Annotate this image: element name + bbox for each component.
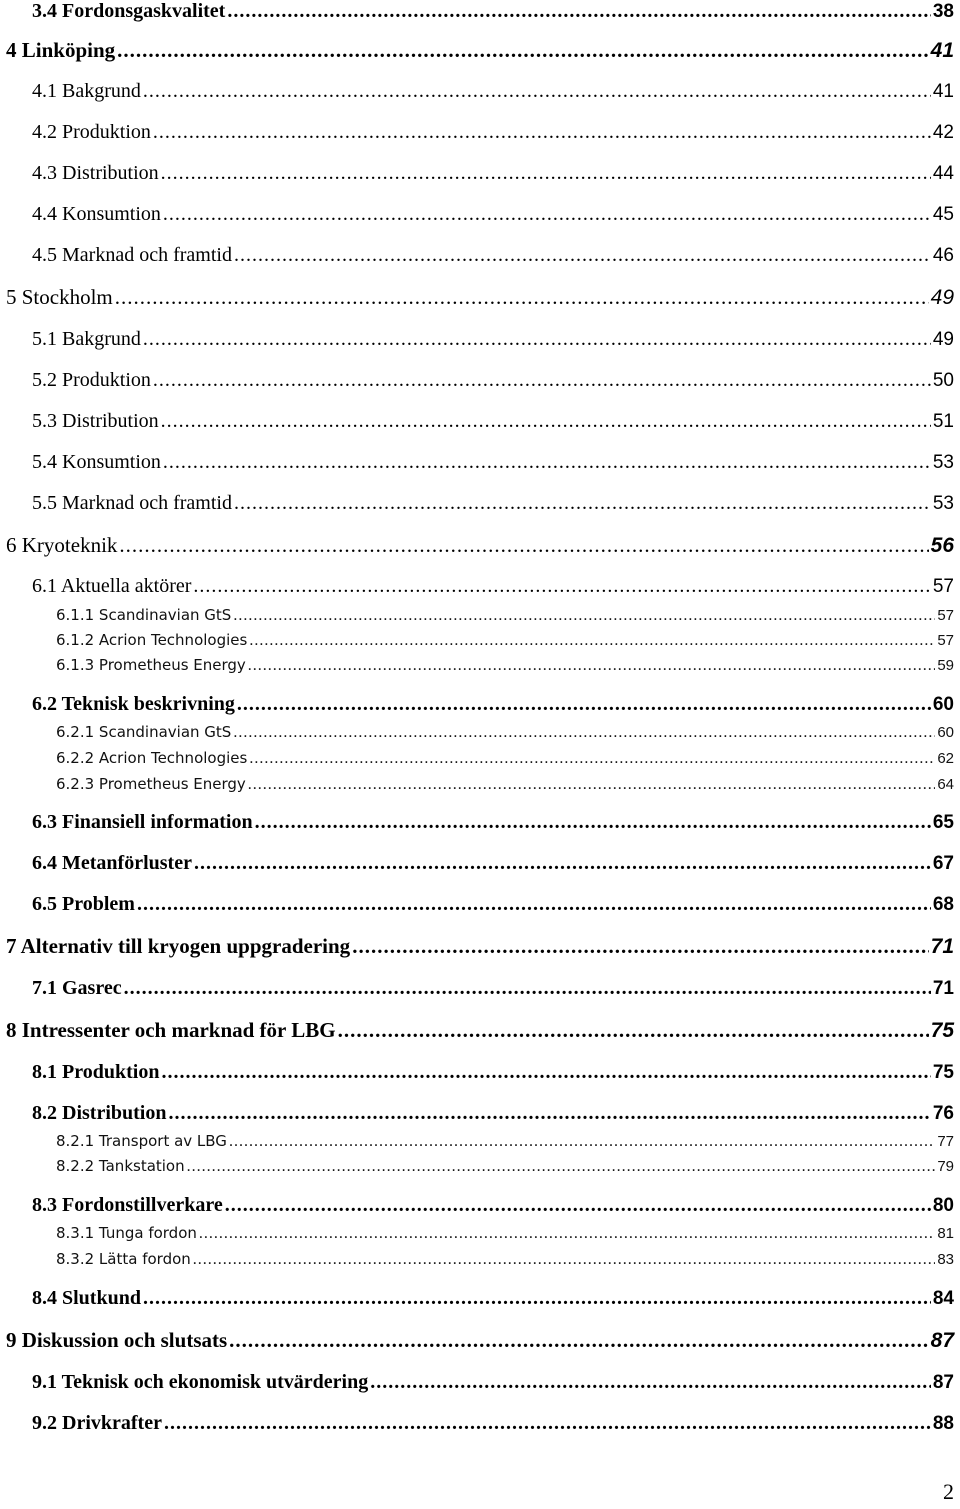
toc-label: 9 Diskussion och slutsats bbox=[6, 1328, 228, 1352]
toc-label: 5.5 Marknad och framtid bbox=[32, 492, 232, 514]
toc-page: 75 bbox=[930, 1019, 954, 1042]
toc-page: 49 bbox=[932, 329, 954, 350]
toc-page: 44 bbox=[932, 163, 954, 184]
toc-entry[interactable] bbox=[32, 410, 954, 433]
toc-label: 6.2.1 Scandinavian GtS bbox=[56, 723, 232, 741]
toc-entry[interactable] bbox=[32, 1102, 954, 1125]
toc-page: 46 bbox=[932, 245, 954, 266]
toc-page: 56 bbox=[930, 534, 954, 557]
toc-entry[interactable] bbox=[32, 1412, 954, 1435]
toc-entry[interactable] bbox=[32, 492, 954, 515]
toc-page: 76 bbox=[932, 1103, 954, 1124]
toc-label: 4.5 Marknad och framtid bbox=[32, 244, 232, 266]
toc-entry[interactable] bbox=[32, 693, 954, 716]
toc-entry[interactable] bbox=[56, 1157, 954, 1176]
toc-entry[interactable] bbox=[56, 1224, 954, 1243]
toc-label: 6.3 Finansiell information bbox=[32, 811, 253, 833]
toc-page: 60 bbox=[937, 724, 954, 741]
toc-label: 5.4 Konsumtion bbox=[32, 451, 161, 473]
toc-label: 7 Alternativ till kryogen uppgradering bbox=[6, 934, 351, 958]
toc-page: 81 bbox=[937, 1225, 954, 1242]
toc-page: 57 bbox=[937, 632, 954, 649]
toc-entry[interactable] bbox=[32, 1371, 954, 1394]
toc-page: 41 bbox=[930, 39, 954, 62]
toc-label: 6.1.2 Acrion Technologies bbox=[56, 631, 248, 649]
toc-page: 57 bbox=[932, 576, 954, 597]
toc-entry[interactable] bbox=[32, 977, 954, 1000]
toc-entry[interactable] bbox=[32, 1287, 954, 1310]
toc-page: 71 bbox=[930, 935, 954, 958]
toc-label: 6.2.2 Acrion Technologies bbox=[56, 749, 248, 767]
toc-page: 87 bbox=[930, 1329, 954, 1352]
toc-label: 4.4 Konsumtion bbox=[32, 203, 161, 225]
toc-label: 5 Stockholm bbox=[6, 285, 113, 309]
toc-label: 8 Intressenter och marknad för LBG bbox=[6, 1018, 336, 1042]
toc-entry[interactable] bbox=[6, 533, 954, 558]
toc-page: 77 bbox=[937, 1133, 954, 1150]
toc-entry[interactable] bbox=[6, 1328, 954, 1353]
toc-entry[interactable] bbox=[32, 1061, 954, 1084]
toc-entry[interactable] bbox=[56, 749, 954, 768]
toc-label: 8.3 Fordonstillverkare bbox=[32, 1194, 223, 1216]
toc-label: 4.3 Distribution bbox=[32, 162, 159, 184]
toc-page: 75 bbox=[932, 1062, 954, 1083]
toc-entry[interactable] bbox=[56, 775, 954, 794]
toc-label: 6.1.3 Prometheus Energy bbox=[56, 656, 246, 674]
toc-entry[interactable] bbox=[32, 451, 954, 474]
toc-page: 65 bbox=[932, 812, 954, 833]
toc-page: 59 bbox=[937, 657, 954, 674]
toc-label: 9.1 Teknisk och ekonomisk utvärdering bbox=[32, 1371, 369, 1393]
toc-label: 7.1 Gasrec bbox=[32, 977, 122, 999]
toc-entry[interactable] bbox=[32, 0, 954, 23]
toc-label: 5.1 Bakgrund bbox=[32, 328, 141, 350]
toc-page: 53 bbox=[932, 452, 954, 473]
toc-entry[interactable] bbox=[6, 934, 954, 959]
toc-page: 53 bbox=[932, 493, 954, 514]
toc-entry[interactable] bbox=[32, 203, 954, 226]
toc-entry[interactable] bbox=[32, 121, 954, 144]
toc-label: 8.3.2 Lätta fordon bbox=[56, 1250, 191, 1268]
toc-page: 49 bbox=[930, 286, 954, 309]
toc-page: 79 bbox=[937, 1158, 954, 1175]
toc-page: 87 bbox=[932, 1372, 954, 1393]
toc-label: 6.5 Problem bbox=[32, 893, 135, 915]
toc-entry[interactable] bbox=[32, 328, 954, 351]
toc-label: 6.2 Teknisk beskrivning bbox=[32, 693, 235, 715]
toc-page: 84 bbox=[932, 1288, 954, 1309]
toc-entry[interactable] bbox=[32, 1194, 954, 1217]
toc-label: 5.2 Produktion bbox=[32, 369, 151, 391]
toc-entry[interactable] bbox=[56, 1132, 954, 1151]
toc-label: 8.2.2 Tankstation bbox=[56, 1157, 185, 1175]
toc-label: 6.2.3 Prometheus Energy bbox=[56, 775, 246, 793]
toc-page: 60 bbox=[932, 694, 954, 715]
toc-page: 45 bbox=[932, 204, 954, 225]
toc-label: 6.4 Metanförluster bbox=[32, 852, 192, 874]
toc-page: 62 bbox=[937, 750, 954, 767]
page-number: 2 bbox=[943, 1479, 954, 1504]
toc-entry[interactable] bbox=[6, 285, 954, 310]
toc-label: 8.1 Produktion bbox=[32, 1061, 160, 1083]
toc-label: 8.3.1 Tunga fordon bbox=[56, 1224, 197, 1242]
toc-label: 6.1.1 Scandinavian GtS bbox=[56, 606, 232, 624]
toc-page: 67 bbox=[932, 853, 954, 874]
toc-entry[interactable] bbox=[32, 575, 954, 598]
toc-page: 68 bbox=[932, 894, 954, 915]
toc-entry[interactable] bbox=[6, 1018, 954, 1043]
toc-label: 9.2 Drivkrafter bbox=[32, 1412, 162, 1434]
toc-page: 71 bbox=[932, 978, 954, 999]
toc-page: 38 bbox=[932, 1, 954, 22]
toc-page: 50 bbox=[932, 370, 954, 391]
toc-entry[interactable] bbox=[56, 723, 954, 742]
toc-page: 57 bbox=[937, 607, 954, 624]
toc-entry[interactable] bbox=[56, 631, 954, 650]
toc-page: 88 bbox=[932, 1413, 954, 1434]
toc-label: 6.1 Aktuella aktörer bbox=[32, 575, 192, 597]
toc-page: 41 bbox=[932, 81, 954, 102]
toc-label: 4 Linköping bbox=[6, 38, 116, 62]
toc-entry[interactable] bbox=[56, 656, 954, 675]
toc-entry[interactable] bbox=[32, 893, 954, 916]
toc-page: 42 bbox=[932, 122, 954, 143]
toc-label: 6 Kryoteknik bbox=[6, 533, 118, 557]
toc-entry[interactable] bbox=[32, 162, 954, 185]
toc-label: 8.4 Slutkund bbox=[32, 1287, 141, 1309]
toc-page: 64 bbox=[937, 776, 954, 793]
toc-page: 80 bbox=[932, 1195, 954, 1216]
toc-page: 51 bbox=[932, 411, 954, 432]
toc-entry[interactable] bbox=[6, 38, 954, 63]
toc-label: 3.4 Fordonsgaskvalitet bbox=[32, 0, 226, 22]
toc-label: 5.3 Distribution bbox=[32, 410, 159, 432]
toc-label: 4.1 Bakgrund bbox=[32, 80, 141, 102]
toc-label: 8.2.1 Transport av LBG bbox=[56, 1132, 227, 1150]
toc-entry[interactable] bbox=[32, 852, 954, 875]
toc-entry[interactable] bbox=[56, 1250, 954, 1269]
toc-entry[interactable] bbox=[56, 606, 954, 625]
toc-entry[interactable] bbox=[32, 80, 954, 103]
toc-label: 8.2 Distribution bbox=[32, 1102, 167, 1124]
toc-entry[interactable] bbox=[32, 244, 954, 267]
toc-entry[interactable] bbox=[32, 811, 954, 834]
toc-label: 4.2 Produktion bbox=[32, 121, 151, 143]
toc-entry[interactable] bbox=[32, 369, 954, 392]
toc-page: 83 bbox=[937, 1251, 954, 1268]
